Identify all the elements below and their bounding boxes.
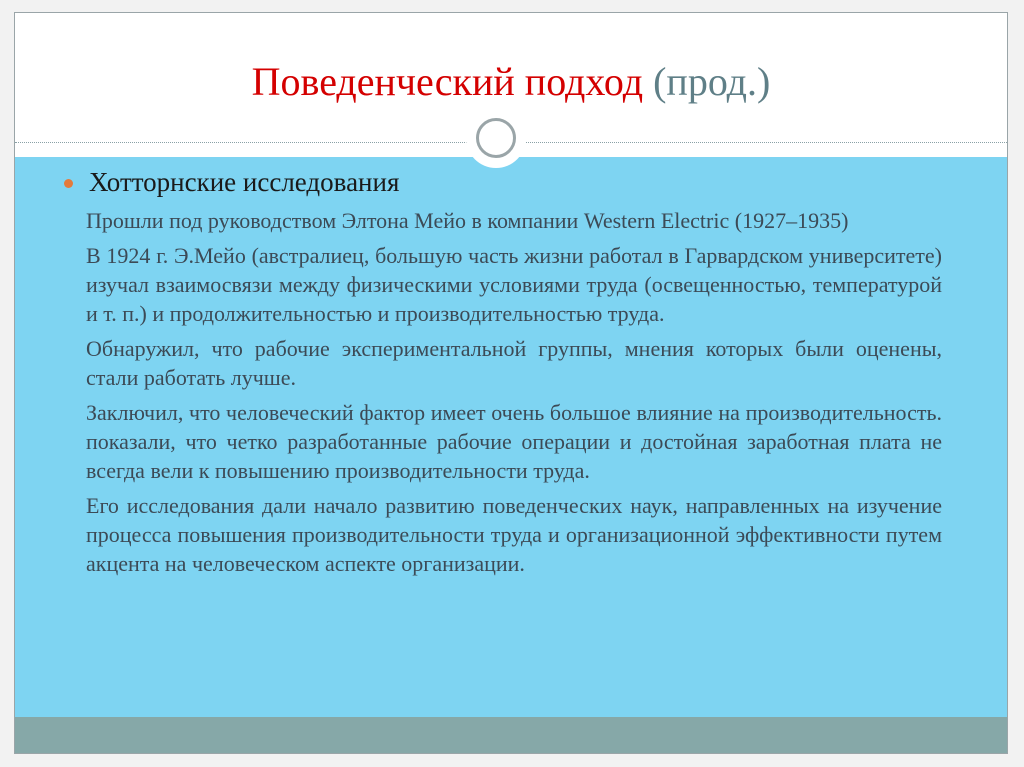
body-paragraphs [86,206,942,584]
bullet-text: Хотторнские исследования [89,167,400,197]
paragraph: В 1924 г. Э.Мейо (австралиец, большую часть жизни работал в Гарвардском университете) изучал взаимосвязи между физическими условиями труда (освещенностью, температурой и т. п.) и продолжительностью и производительностью труда. [86,243,942,326]
ring-ornament-icon [466,108,526,168]
paragraph: Заключил, что человеческий фактор имеет очень большое влияние на производительность. показали, что четко разработанные рабочие операции и достойная заработная плата не всегда вели к повышению производительности труда. [86,400,942,483]
paragraph: Прошли под руководством Элтона Мейо в компании Western Electric (1927–1935) [86,208,849,233]
footer-bar [15,717,1007,753]
slide-title [252,58,771,105]
title-subtitle: (прод.) [653,58,771,104]
bullet-dot-icon [64,179,73,188]
ring-inner [476,118,516,158]
bullet-item [64,167,964,198]
paragraph: Обнаружил, что рабочие экспериментальной группы, мнения которых были оценены, стали работать лучше. [86,336,942,390]
paragraph: Его исследования дали начало развитию поведенческих наук, направленных на изучение процесса повышения производительности труда и организационной эффективности путем акцента на человеческом аспекте организации. [86,493,942,576]
title-main: Поведенческий подход [251,58,644,104]
